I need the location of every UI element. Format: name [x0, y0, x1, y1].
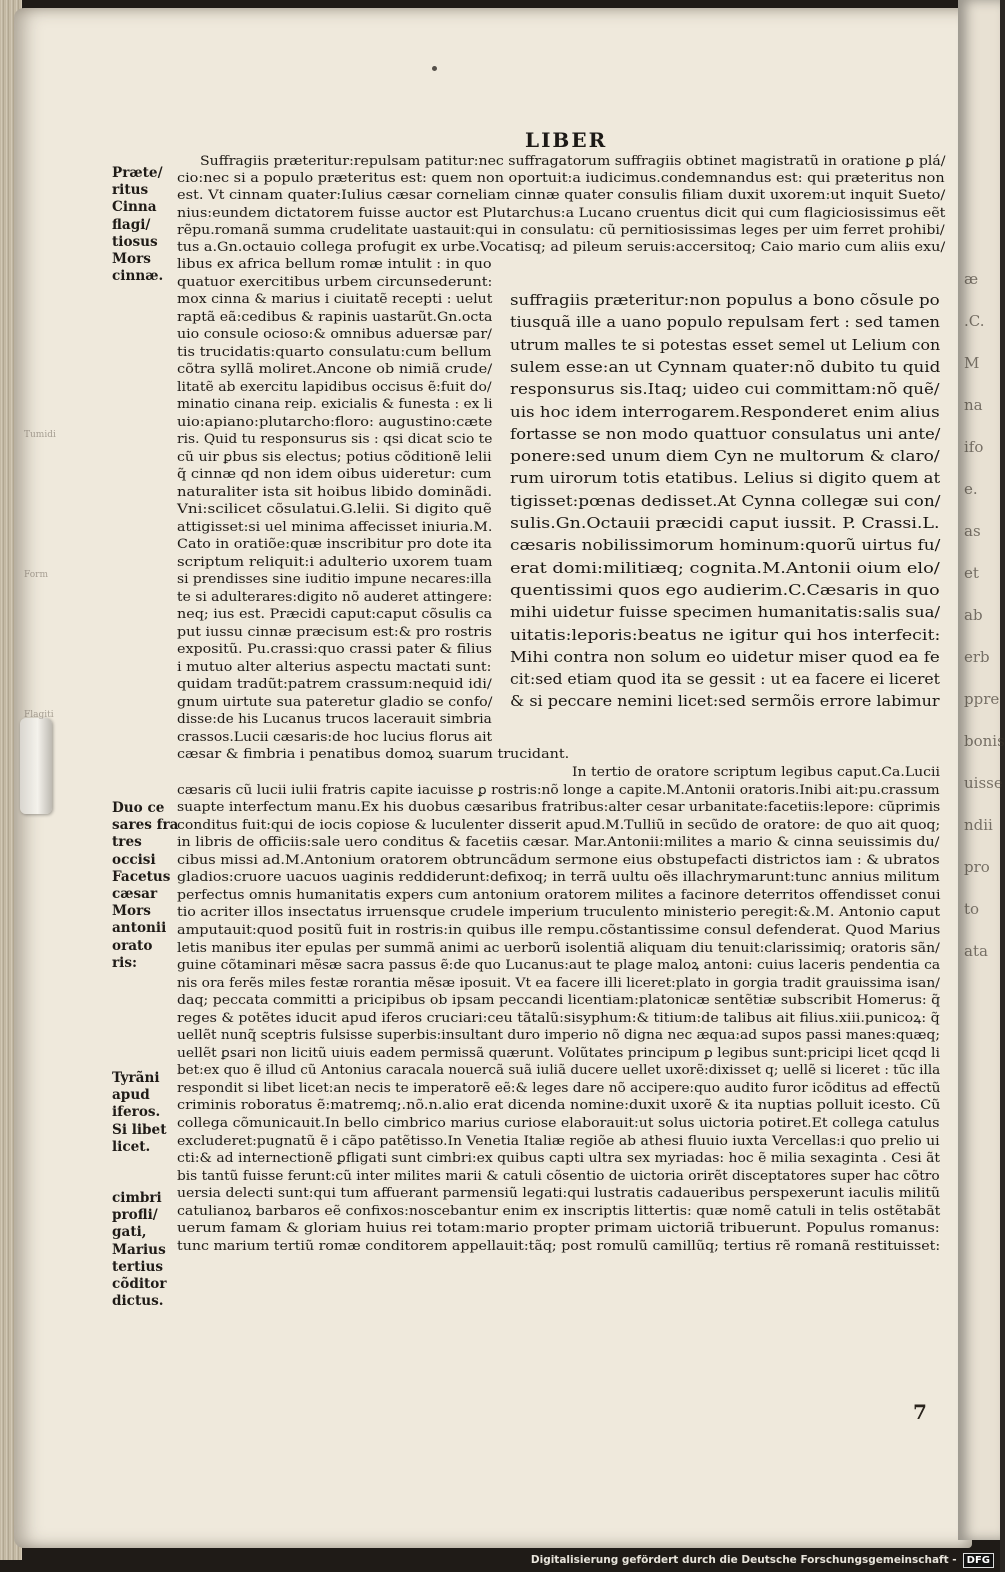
text-line: Cato in oratiõe:quæ inscribitur pro dote ita [177, 536, 492, 551]
commentary-line: rum uirorum totis etatibus. Lelius si digito quem at [510, 469, 941, 488]
text-line: guine cõtaminari mẽsæ sacra passus ẽ:de quo Lucanus:aut te plage maloꝝ antoni: cuius laceris pendentia ca [177, 957, 941, 973]
text-line: put iussu cinnæ præcisum est:& pro rostris [177, 623, 492, 639]
text-line: neq; ius est. Præcidi caput:caput cõsulis ca [177, 606, 493, 621]
text-line: minatio cinana reip. exicialis & funesta : ex li [177, 396, 493, 411]
left-edge-fragment: Tumidi [24, 430, 56, 440]
marginal-note-line: gati, [112, 1224, 147, 1241]
text-line: si prendisses sine iuditio impune necares:illa [177, 571, 492, 586]
text-line: tis trucidatis:quarto consulatu:cum bellum [177, 343, 492, 359]
text-line: respondit si libet licet:an necis te imperatorẽ eẽ:& leges dare nõ accipere:quo audito furor icõditus ad effectũ [177, 1079, 941, 1095]
text-line: crassos.Lucii cæsaris:de hoc lucius florus ait [177, 728, 493, 744]
facing-page-fragment: erb [964, 648, 990, 666]
marginal-note-line: Mors [112, 903, 151, 920]
facing-page-fragment: æ [964, 270, 979, 288]
dfg-logo: DFG [963, 1553, 994, 1568]
marginal-note-line: occisi [112, 851, 156, 868]
text-line: uersia delecti sunt:qui tum affuerant parmensiũ legati:qui lustratis cadaueribus perspexerunt iaculis militũ [177, 1185, 941, 1201]
marginal-note-line: Si libet [112, 1121, 167, 1138]
commentary-line: tigisset:pœnas dedisset.At Cynna collegæ sui con/ [510, 491, 941, 510]
marginal-note-line: antonii [112, 920, 167, 937]
commentary-line: sulis.Gn.Octauii præcidi caput iussit. P. Crassi.L. [510, 514, 940, 532]
text-line: Suffragiis præteritur:repulsam patitur:nec suffragatorum suffragiis obtinet magistratũ in oratione ꝑ plá/ [200, 153, 946, 168]
text-line: nis ora ferẽs miles festæ rorantia mẽsæ iposuit. Vt ea facere illi liceret:plato in gorgia tradit grauissima isan/ [177, 974, 940, 990]
facing-page-fragment: uisse [964, 774, 1003, 792]
commentary-line: cit:sed etiam quod ita se gessit : ut ea facere ei liceret [510, 670, 940, 689]
commentary-line: tiusquã ille a uano populo repulsam fert : sed tamen [510, 313, 940, 332]
facing-page-fragment: et [964, 564, 979, 582]
marginal-note-line: cæsar [112, 886, 158, 902]
commentary-line: uitatis:leporis:beatus ne igitur qui hos interfecit: [510, 625, 941, 644]
marginal-note-line: profli/ [112, 1207, 158, 1224]
commentary-line: uis hoc idem interrogarem.Responderet enim alius [510, 402, 940, 421]
text-line: quatuor exercitibus urbem circunsederunt: [177, 273, 493, 289]
footer-text: Digitalisierung gefördert durch die Deutsche Forschungsgemeinschaft - [530, 1554, 957, 1566]
text-line: disse:de his Lucanus trucos lacerauit simbria [177, 711, 492, 726]
commentary-line: cæsaris nobilissimorum hominum:quorũ uirtus fu/ [510, 536, 941, 555]
facing-page-fragment: pro [964, 858, 990, 876]
text-line: cibus missi ad.M.Antonium oratorem obtruncãdum sermone eius obstupefacti districtos iam : & ubratos [177, 851, 940, 867]
text-line: tus a.Gn.octauio collega profugit ex urbe.Vocatisq; ad pileum seruis:accersitoq; Caio mario cum aliis exu/ [177, 239, 946, 254]
marginal-note-line: cinnæ. [112, 268, 164, 285]
text-line: perfectus omnis humanitatis expers cum antonium oratorem milites a facinore deterritos offendisset conui [177, 886, 941, 902]
text-line: uellẽt nunq̃ sceptris fulsisse superbis:insultant duro imperio nõ digna nec æqua:ad supos passi manes:quæq; [177, 1027, 940, 1043]
facing-page-fragment: as [964, 522, 981, 540]
text-line: ris. Quid tu responsurus sis : qsi dicat scio te [177, 431, 493, 446]
text-line: suapte interfectum manu.Ex his duobus cæsaribus fratribus:alter cesar urbanitate:facetiis:lepore: cũprimis [177, 799, 941, 815]
marginal-note-line: licet. [112, 1138, 151, 1155]
text-line: cti:& ad internectionẽ ꝑfligati sunt cimbri:ex quibus capti ultra sex myriadas: hoc ẽ milia sexaginta . Cesi ãt [177, 1150, 940, 1166]
text-line: tio acriter illos insectatus irruensque crudele imperium truculento ministerio peregit:&.M. Antonio caput [177, 904, 941, 920]
text-line: tunc marium tertiũ romæ conditorem appellauit:tãq; post romulũ camillũq; tertius rẽ romanã restituisset: [177, 1237, 941, 1253]
commentary-line: quentissimi quos ego audierim.C.Cæsaris in quo [510, 580, 940, 599]
facing-page-fragment: .C. [964, 312, 985, 330]
marginal-note-line: dictus. [112, 1293, 164, 1310]
text-line: gnum uirtute sua pateretur gladio se confo/ [177, 693, 493, 709]
text-line: rẽpu.romanã summa crudelitate uastauit:qui in consulatu: cũ pernitiosissimas leges per uim ferret prohibi/ [177, 221, 945, 237]
text-line: cæsar & fimbria i penatibus domoꝝ suarum trucidant. [177, 746, 570, 761]
text-line: excluderet:pugnatũ ẽ i cãpo patẽtisso.In Venetia Italiæ regiõe ab athesi fluuio iuxta Vercellas:i quo prelio ui [177, 1132, 940, 1148]
facing-page-fragment: e. [964, 480, 978, 498]
right-page-edge [958, 0, 1005, 1540]
text-line: litatẽ ab exercitu lapidibus occisus ẽ:fuit do/ [177, 378, 492, 394]
left-edge-fragment: Form [24, 570, 49, 580]
text-line: letis manibus iter epulas per summã animi ac uerborũ isolentiã aliquam diu tenuit:clarissimiq; oratoris sãn/ [177, 939, 940, 955]
commentary-line: ponere:sed unum diem Cyn ne multorum & claro/ [510, 447, 940, 466]
marginal-note-line: Mors [112, 251, 151, 267]
marginal-note-line: Cinna [112, 199, 157, 216]
marginal-note-line: Præte/ [112, 165, 163, 181]
marginal-note-line: cõditor [112, 1276, 167, 1292]
text-line: in libris de officiis:sale uero conditus & facetiis cæsar. Mar.Antonii:milites a mario & cinna seuissimis du/ [177, 834, 940, 850]
commentary-line: & si peccare nemini licet:sed sermõis errore labimur [510, 692, 940, 711]
book-clamp [20, 718, 52, 814]
text-line: amputauit:quod positũ fuit in rostris:in quibus ille rempu.cõstantissime consul defenderat. Quod Marius [177, 921, 941, 937]
text-line: cæsaris cũ lucii iulii fratris capite iacuisse ꝑ rostris:nõ longe a capite.M.Antonii oratoris.Inibi ait:pu.crassum [177, 781, 940, 797]
facing-page-fragment: ab [964, 606, 983, 624]
marginal-note-line: Marius [112, 1241, 166, 1258]
text-line: criminis roboratus ẽ:matremq;.nõ.n.alio erat dicenda nomine:duxit uxorẽ & ita nuptias polluit icesto. Cũ [177, 1097, 941, 1113]
text-line: naturaliter ista sit hoibus libido dominãdi. [177, 483, 493, 499]
left-edge-fragment: Flagiti [24, 710, 54, 720]
ink-spot [432, 66, 437, 71]
facing-page-fragment: to [964, 900, 980, 918]
marginal-note-line: Tyrãni [112, 1070, 160, 1086]
text-line: q̃ cinnæ qd non idem oibus uideretur: cum [177, 466, 492, 481]
marginal-note-line: orato [112, 937, 153, 954]
text-line: cũ uir ꝑbus sis electus; potius cõditionẽ lelii [177, 448, 492, 464]
facing-page-fragment: ifo [964, 438, 984, 456]
facing-page-fragment: ppre [964, 690, 1000, 708]
text-line: i mutuo alter alterius aspectu mactati sunt: [177, 658, 492, 674]
text-line: Vni:scilicet cõsulatui.G.lelii. Si digito quẽ [177, 501, 492, 516]
facing-page-fragment: ata [964, 942, 988, 960]
text-line: libus ex africa bellum romæ intulit : in quo [177, 256, 492, 271]
text-line: raptã eã:cedibus & rapinis uastarũt.Gn.octa [177, 308, 493, 324]
text-line: uerum famam & gloriam huius rei totam:mario propter primam uictoriã tribuerunt. Populus romanus: [177, 1220, 940, 1236]
running-header: LIBER [525, 128, 608, 152]
text-line: mox cinna & marius i ciuitatẽ recepti : uelut [177, 291, 493, 306]
digitization-footer [530, 1548, 1000, 1572]
marginal-note-line: tiosus [112, 233, 158, 250]
marginal-note-line: tertius [112, 1258, 164, 1275]
commentary-line: responsurus sis.Itaq; uideo cui committam:nõ quẽ/ [510, 380, 940, 399]
marginal-note-line: cimbri [112, 1190, 162, 1206]
commentary-line: suffragiis præteritur:non populus a bono cõsule po [510, 291, 940, 309]
text-line: est. Vt cinnam quater:Iulius cæsar corneliam cinnæ quater consulis filiam duxit uxorem:ut inquit Sueto/ [177, 187, 946, 203]
text-line: reges & potẽtes iducit apud iferos cruciari:ceu tãtalũ:sisyphum:& titium:de talibus ait filius.xiii.punicoꝝ: q̃ [177, 1009, 940, 1025]
commentary-line: sulem esse:an ut Cynnam quater:nõ dubito tu quid [510, 357, 941, 376]
text-line: te si adulterares:digito nõ auderet attingere: [177, 588, 493, 604]
facing-page-fragment: M [964, 354, 980, 372]
marginal-note-line: ritus [112, 182, 149, 199]
facing-page-fragment: na [964, 396, 983, 414]
text-line: quidam tradũt:patrem crassum:nequid idi/ [177, 676, 492, 691]
marginal-note-line: flagi/ [112, 216, 151, 233]
commentary-line: fortasse se non modo quattuor consulatus uni ante/ [510, 424, 941, 443]
marginal-note-line: iferos. [112, 1104, 161, 1121]
text-line: In tertio de oratore scriptum legibus caput.Ca.Lucii [572, 764, 940, 779]
text-line: collega cõmunicauit.In bello cimbrico marius curiose elaborauit:ut solus uictoria potiret.Et collega catulus [177, 1115, 940, 1130]
text-line: nius:eundem dictatorem fuisse auctor est Plutarchus:a Lucano cruentus dicit qui cum flagiciosissimus eẽt [177, 204, 946, 220]
facing-page-fragment: ndii [964, 816, 993, 834]
text-line: scriptum reliquit:i adulterio uxorem tuam [177, 553, 493, 569]
text-line: bis tantũ fuisse ferunt:cũ inter milites marii & catuli cõsentio de uictoria orirẽt disceptatores super hac cõtro [177, 1167, 940, 1183]
commentary-line: erat domi:militiæq; cognita.M.Antonii oium elo/ [510, 558, 940, 577]
text-line: uellẽt ꝑsari non licitũ uiuis eadem permissã quærunt. Volũtates principum ꝑ legibus sunt:pricipi licet qcqd li [177, 1044, 940, 1060]
text-line: gladios:cruore uacuos uaginis reddiderunt:defixoq; in terrã uultu oẽs illachrymarunt:tunc annius militum [177, 869, 940, 885]
text-line: attigisset:si uel minima affecisset iniuria.M. [177, 518, 493, 534]
text-line: uio:apiano:plutarcho:floro: augustino:cæte [177, 413, 493, 429]
marginal-note-line: apud [112, 1087, 150, 1104]
text-line: bet:ex quo ẽ illud cũ Antonius caracala nouercã suã iuliã ducere uellet uxorẽ:dixisset q; uellẽ si liceret : tũc illa [177, 1062, 941, 1078]
text-line: conditus fuit:qui de iocis copiose & luculenter disserit apud.M.Tulliũ in secũdo de oratore: de quo ait quoq; [177, 816, 941, 832]
marginal-note-line: tres [112, 834, 142, 851]
folio-mark: 7 [913, 1400, 927, 1424]
text-line: expositũ. Pu.crassi:quo crassi pater & filius [177, 641, 492, 656]
marginal-note-line: sares fra [112, 817, 179, 834]
text-line: daq; peccata committi a pricipibus ob ipsam peccandi licentiam:platonicæ sentẽtiæ subscribit Homerus: q̃ [177, 992, 941, 1008]
text-line: catulianoꝝ barbaros eẽ confixos:noscebantur enim ex inscriptis littertis: quæ nomẽ catuli in telis ostẽtabãt [177, 1202, 941, 1218]
commentary-line: Mihi contra non solum eo uidetur miser quod ea fe [510, 647, 940, 666]
marginal-note-line: Duo ce [112, 800, 165, 816]
commentary-line: mihi uidetur fuisse specimen humanitatis:salis sua/ [510, 603, 941, 622]
text-line: cõtra syllã moliret.Ancone ob nimiã crude/ [177, 361, 493, 376]
text-line: uio consule ocioso:& omnibus aduersæ par/ [177, 326, 492, 341]
marginal-note-line: ris: [112, 954, 137, 971]
facing-page-fragment: bonis [964, 732, 1005, 750]
marginal-note-line: Facetus [112, 868, 171, 885]
text-line: cio:nec si a populo præteritus est: quem non oportuit:a iudicimus.condemnandus est: qui præteritus non [177, 170, 945, 186]
commentary-line: utrum malles te si potestas esset semel ut Lelium con [510, 335, 941, 354]
